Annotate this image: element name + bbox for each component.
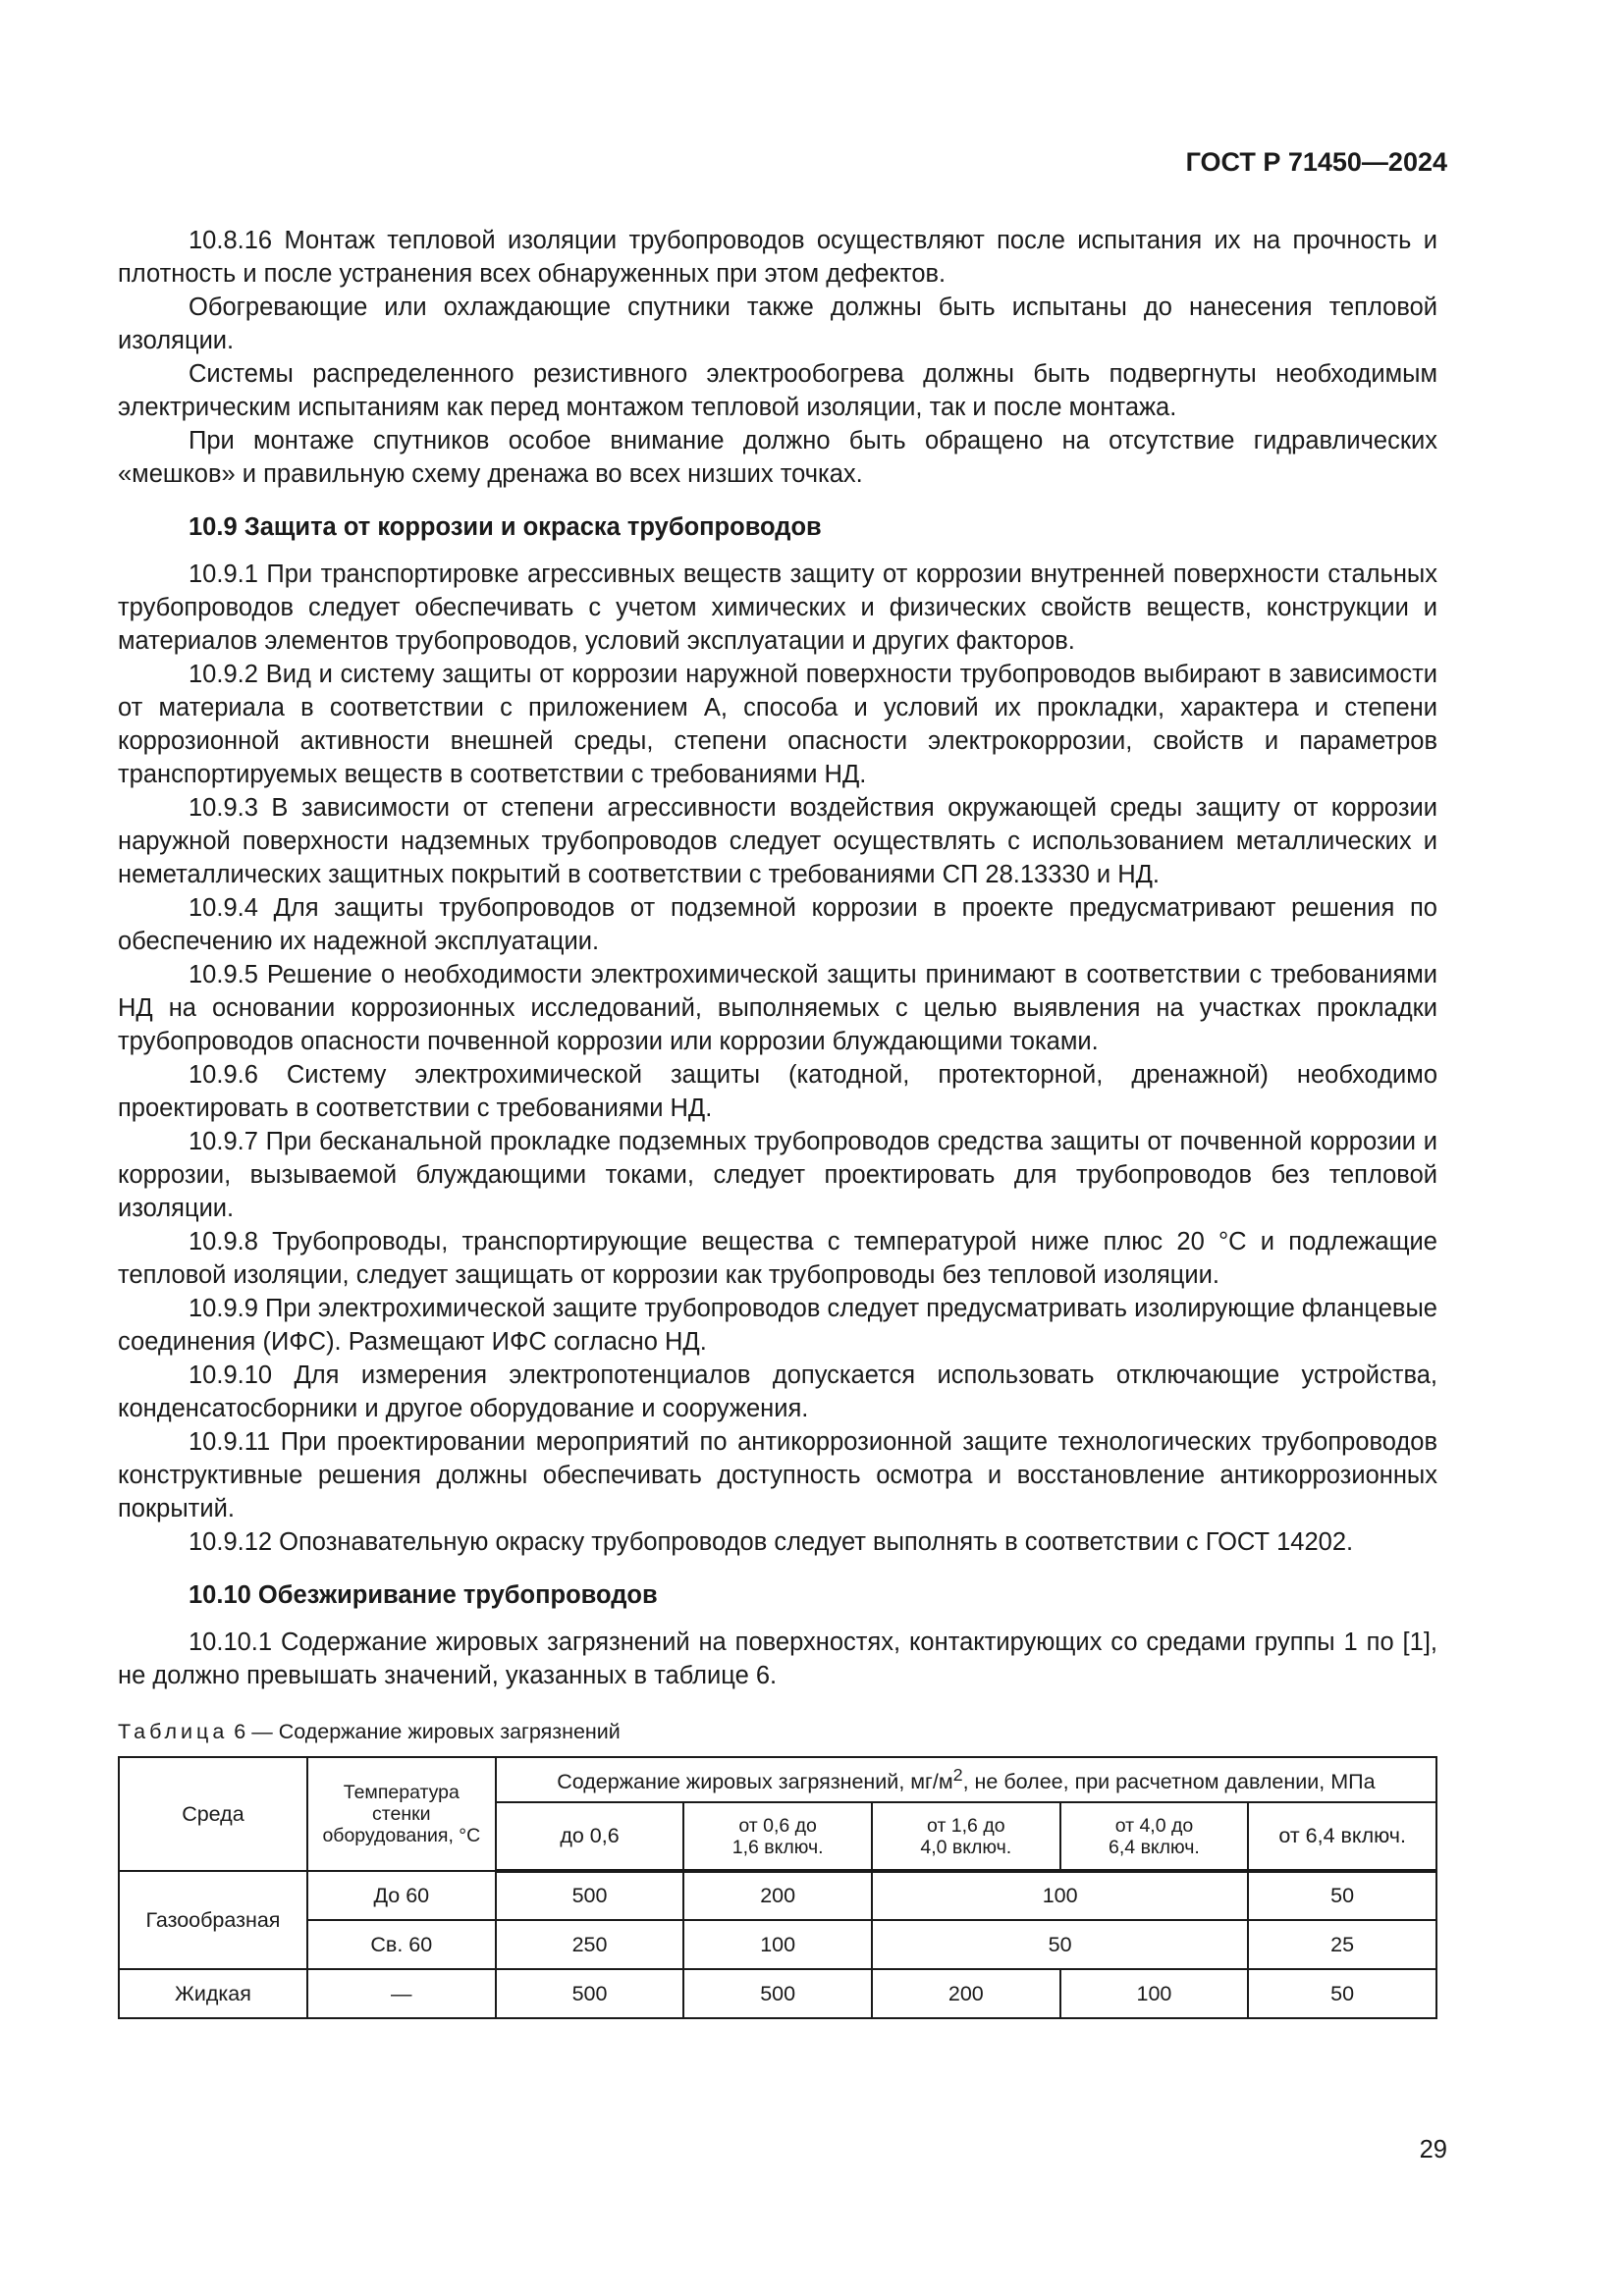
cell-medium-liquid: Жидкая (119, 1969, 307, 2018)
table-row (119, 1920, 1436, 1969)
paragraph-10-9-7: 10.9.7 При бесканальной прокладке подземных трубопроводов средства защиты от почвенной коррозии и коррозии, вызываемой блуждающими токами, следует проектировать для трубопроводов без тепловой изоляции. (118, 1128, 1437, 1222)
header-medium: Среда (119, 1757, 307, 1871)
table-caption (118, 1720, 1437, 1744)
paragraph-electric-heating: Системы распределенного резистивного электрообогрева должны быть подвергнуты необходимым электрическим испытаниям как перед монтажом тепловой изоляции, так и после монтажа. (118, 360, 1437, 421)
header-pressure-4 (1060, 1802, 1249, 1871)
paragraph-10-9-2: 10.9.2 Вид и систему защиты от коррозии наружной поверхности трубопроводов выбирают в зависимости от материала в соответствии с приложением А, способа и условий их прокладки, характера и степени коррозионной активности внешней среды, степени опасности электрокоррозии, свойств и параметров транспортируемых веществ в соответствии с требованиями НД. (118, 661, 1437, 788)
paragraph-10-9-3: 10.9.3 В зависимости от степени агрессивности воздействия окружающей среды защиту от коррозии наружной поверхности надземных трубопроводов следует осуществлять с использованием металлических и неметаллических защитных покрытий в соответствии с требованиями СП 28.13330 и НД. (118, 794, 1437, 888)
header-pressure-3-line1: от 1,6 до (927, 1814, 1005, 1837)
paragraph-10-9-11: 10.9.11 При проектировании мероприятий по антикоррозионной защите технологических трубопроводов конструктивные решения должны обеспечивать доступность осмотра и восстановление антикоррозионных покрытий. (118, 1428, 1437, 1522)
header-pressure-5: от 6,4 включ. (1248, 1802, 1436, 1871)
fat-contamination-table (118, 1756, 1437, 2019)
header-content-suffix: , не более, при расчетном давлении, МПа (962, 1770, 1376, 1794)
section-heading-10-9: 10.9 Защита от коррозии и окраска трубопроводов (189, 513, 822, 541)
header-wall-temperature: Температура стенки оборудования, °С (307, 1757, 496, 1871)
cell-value: 500 (496, 1871, 684, 1920)
paragraph-10-9-4: 10.9.4 Для защиты трубопроводов от подземной коррозии в проекте предусматривают решения по обеспечению их надежной эксплуатации. (118, 894, 1437, 955)
cell-value: 50 (1248, 1871, 1436, 1920)
header-pressure-4-line2: 6,4 включ. (1109, 1836, 1200, 1858)
paragraph-satellites-mounting: При монтаже спутников особое внимание должно быть обращено на отсутствие гидравлических «мешков» и правильную схему дренажа во всех низших точках. (118, 427, 1437, 488)
header-pressure-2-line1: от 0,6 до (738, 1814, 817, 1837)
table-caption-title: 6 — Содержание жировых загрязнений (228, 1720, 621, 1743)
paragraph-10-9-12: 10.9.12 Опознавательную окраску трубопроводов следует выполнять в соответствии с ГОСТ 14202. (189, 1528, 1354, 1556)
cell-value: 250 (496, 1920, 684, 1969)
header-pressure-3-line2: 4,0 включ. (920, 1836, 1012, 1858)
cell-value: 100 (683, 1920, 872, 1969)
cell-value: 200 (683, 1871, 872, 1920)
cell-temp: Св. 60 (307, 1920, 496, 1969)
cell-value: 100 (872, 1871, 1248, 1920)
paragraph-10-8-16: 10.8.16 Монтаж тепловой изоляции трубопроводов осуществляют после испытания их на прочность и плотность и после устранения всех обнаруженных при этом дефектов. (118, 227, 1437, 288)
cell-temp: — (307, 1969, 496, 2018)
document-body (118, 224, 1437, 2019)
paragraph-10-9-6: 10.9.6 Систему электрохимической защиты (катодной, протекторной, дренажной) необходимо проектировать в соответствии с требованиями НД. (118, 1061, 1437, 1122)
cell-medium-gas: Газообразная (119, 1871, 307, 1969)
cell-temp: До 60 (307, 1871, 496, 1920)
header-pressure-1: до 0,6 (496, 1802, 684, 1871)
cell-value: 500 (496, 1969, 684, 2018)
header-contamination-content (496, 1757, 1436, 1802)
page-number: 29 (1419, 2136, 1447, 2163)
header-content-prefix: Содержание жировых загрязнений, мг/м (557, 1770, 953, 1794)
cell-value: 200 (872, 1969, 1060, 2018)
table-row (119, 1871, 1436, 1920)
header-content-superscript: 2 (952, 1764, 963, 1785)
document-code: ГОСТ Р 71450—2024 (1185, 147, 1447, 177)
header-pressure-4-line1: от 4,0 до (1114, 1814, 1194, 1837)
paragraph-10-10-1: 10.10.1 Содержание жировых загрязнений на поверхностях, контактирующих со средами группы 1 по [1], не должно превышать значений, указанных в таблице 6. (118, 1629, 1437, 1689)
section-heading-10-10: 10.10 Обезжиривание трубопроводов (189, 1581, 658, 1609)
cell-value: 25 (1248, 1920, 1436, 1969)
table-caption-label: Таблица (118, 1720, 229, 1743)
cell-value: 500 (683, 1969, 872, 2018)
paragraph-10-9-10: 10.9.10 Для измерения электропотенциалов допускается использовать отключающие устройства, конденсатосборники и другое оборудование и сооружения. (118, 1362, 1437, 1422)
paragraph-10-9-1: 10.9.1 При транспортировке агрессивных веществ защиту от коррозии внутренней поверхности стальных трубопроводов следует обеспечивать с учетом химических и физических свойств веществ, конструкции и материалов элементов трубопроводов, условий эксплуатации и других факторов. (118, 561, 1437, 655)
header-pressure-2-line2: 1,6 включ. (731, 1836, 824, 1858)
paragraph-10-9-9: 10.9.9 При электрохимической защите трубопроводов следует предусматривать изолирующие фланцевые соединения (ИФС). Размещают ИФС согласно НД. (118, 1295, 1437, 1356)
cell-value: 100 (1060, 1969, 1249, 2018)
header-pressure-2 (683, 1802, 872, 1871)
table-row (119, 1969, 1436, 2018)
cell-value: 50 (1248, 1969, 1436, 2018)
paragraph-10-9-5: 10.9.5 Решение о необходимости электрохимической защиты принимают в соответствии с требованиями НД на основании коррозионных исследований, выполняемых с целью выявления на участках прокладки трубопроводов опасности почвенной коррозии или коррозии блуждающими токами. (118, 961, 1437, 1055)
cell-value: 50 (872, 1920, 1248, 1969)
paragraph-10-9-8: 10.9.8 Трубопроводы, транспортирующие вещества с температурой ниже плюс 20 °С и подлежащие тепловой изоляции, следует защищать от коррозии как трубопроводы без тепловой изоляции. (118, 1228, 1437, 1289)
header-pressure-3 (872, 1802, 1060, 1871)
paragraph-satellites-test: Обогревающие или охлаждающие спутники также должны быть испытаны до нанесения тепловой изоляции. (118, 294, 1437, 354)
